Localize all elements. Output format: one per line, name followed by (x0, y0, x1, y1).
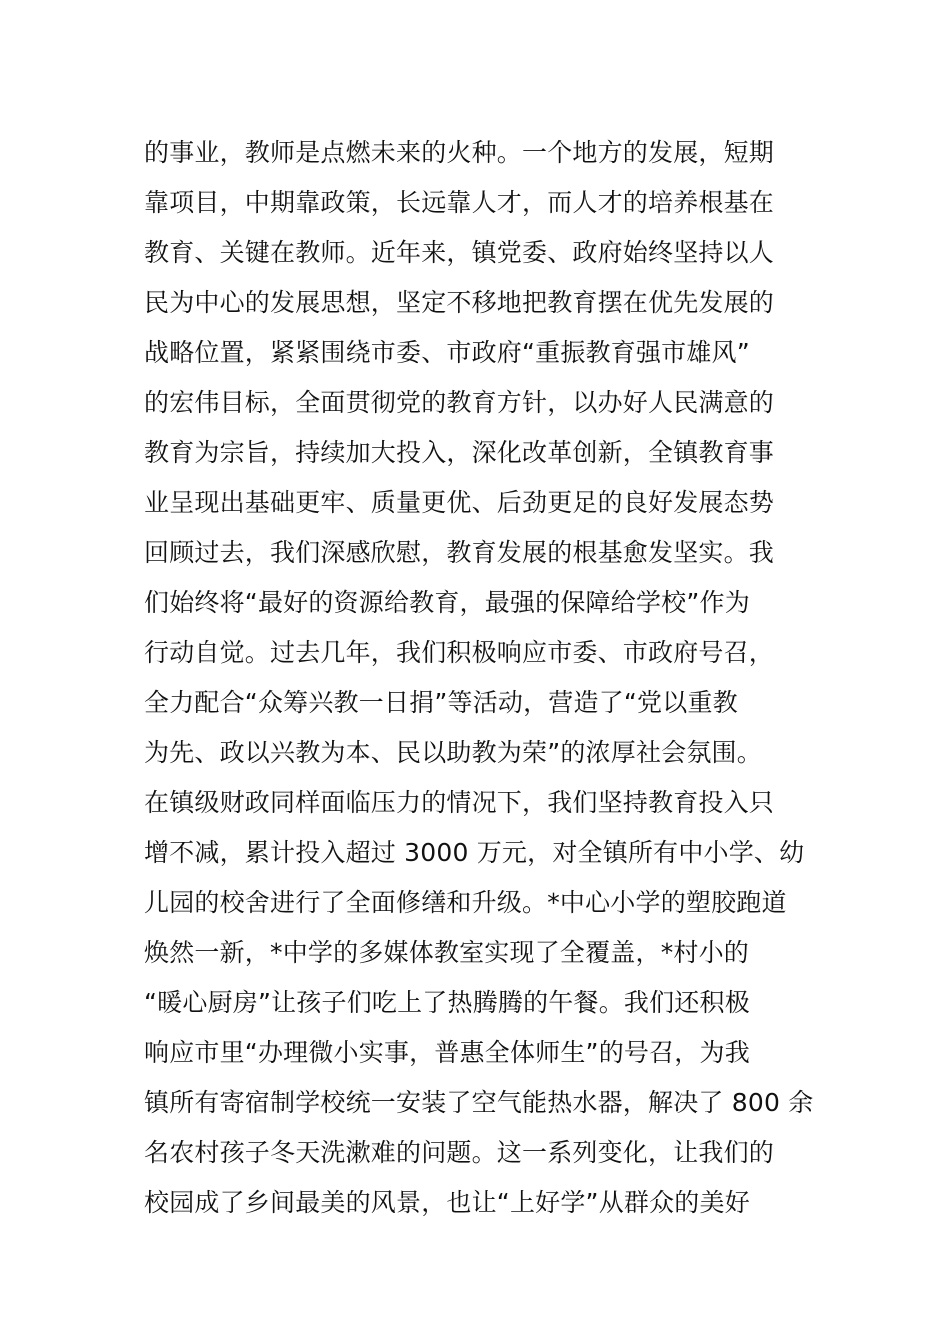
text-line: 教育为宗旨，持续加大投入，深化改革创新，全镇教育事 (144, 438, 775, 467)
text-line: 的宏伟目标，全面贯彻党的教育方针，以办好人民满意的 (144, 388, 775, 417)
text-line: 靠项目，中期靠政策，长远靠人才，而人才的培养根基在 (144, 188, 775, 217)
text-line: 镇所有寄宿制学校统一安装了空气能热水器，解决了 800 余 (144, 1088, 814, 1117)
text-line: 业呈现出基础更牢、质量更优、后劲更足的良好发展态势 (144, 488, 775, 517)
text-line: 焕然一新，*中学的多媒体教室实现了全覆盖，*村小的 (144, 938, 750, 967)
body-text (144, 128, 824, 1228)
text-line: 为先、政以兴教为本、民以助教为荣”的浓厚社会氛围。 (144, 738, 762, 767)
text-line: 行动自觉。过去几年，我们积极响应市委、市政府号召， (144, 638, 775, 667)
text-line: 们始终将“最好的资源给教育，最强的保障给学校”作为 (144, 588, 750, 617)
text-line: 教育、关键在教师。近年来，镇党委、政府始终坚持以人 (144, 238, 775, 267)
text-line: 的事业，教师是点燃未来的火种。一个地方的发展，短期 (144, 138, 775, 167)
text-line: 全力配合“众筹兴教一日捐”等活动，营造了“党以重教 (144, 688, 738, 717)
text-line: 儿园的校舍进行了全面修缮和升级。*中心小学的塑胶跑道 (144, 888, 787, 917)
text-line: 增不减，累计投入超过 3000 万元，对全镇所有中小学、幼 (144, 838, 805, 867)
text-line: 在镇级财政同样面临压力的情况下，我们坚持教育投入只 (144, 788, 775, 817)
text-line: “暖心厨房”让孩子们吃上了热腾腾的午餐。我们还积极 (144, 988, 750, 1017)
text-line: 校园成了乡间最美的风景，也让“上好学”从群众的美好 (144, 1188, 750, 1217)
text-line: 响应市里“办理微小实事，普惠全体师生”的号召，为我 (144, 1038, 750, 1067)
text-line: 回顾过去，我们深感欣慰，教育发展的根基愈发坚实。我 (144, 538, 775, 567)
text-line: 战略位置，紧紧围绕市委、市政府“重振教育强市雄风” (144, 338, 750, 367)
text-line: 民为中心的发展思想，坚定不移地把教育摆在优先发展的 (144, 288, 775, 317)
text-line: 名农村孩子冬天洗漱难的问题。这一系列变化，让我们的 (144, 1138, 775, 1167)
